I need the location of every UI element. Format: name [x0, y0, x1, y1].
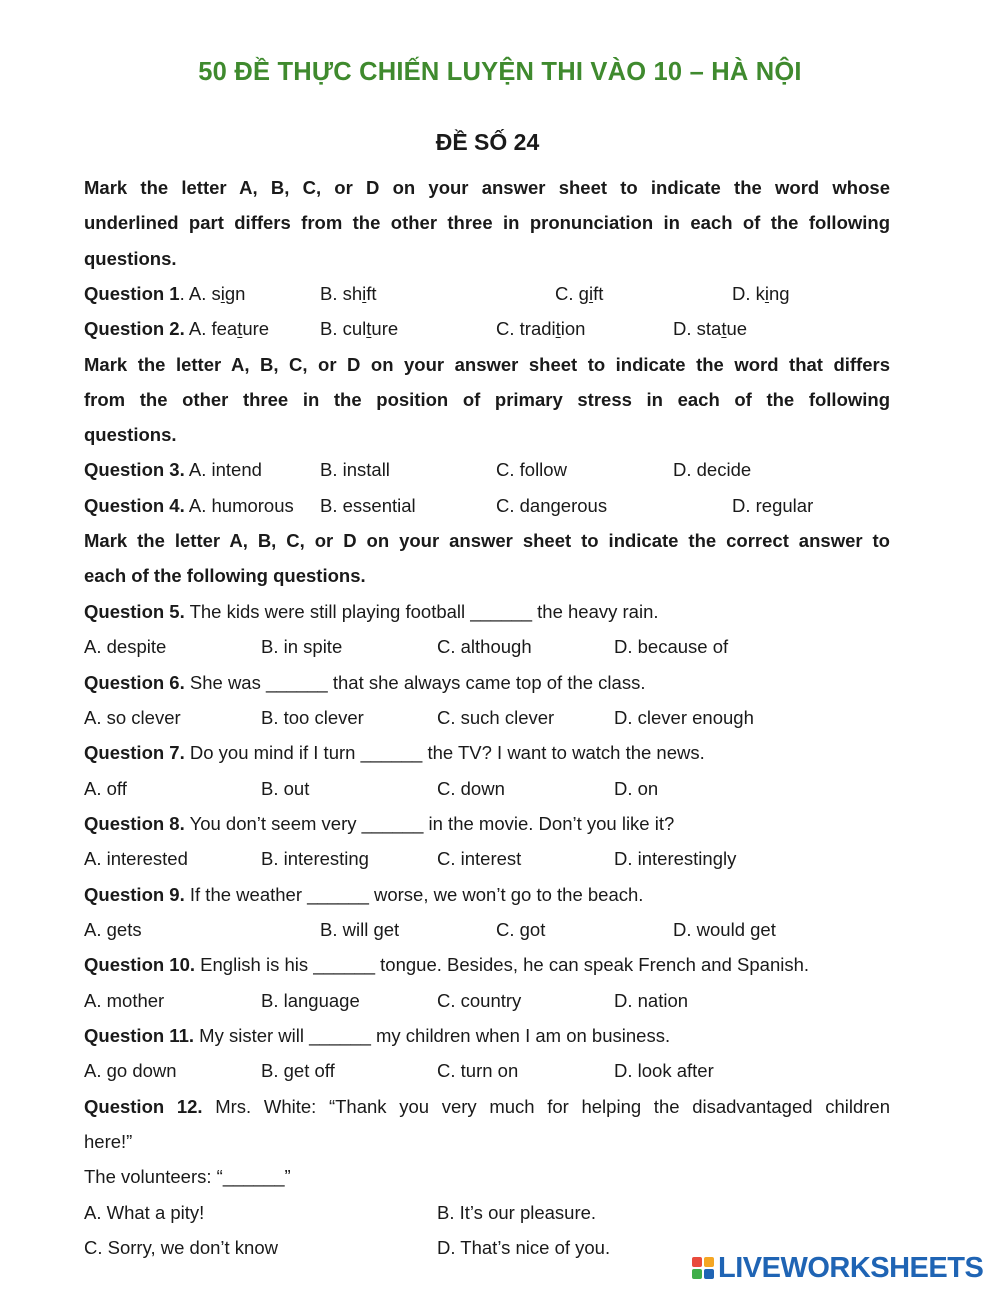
option-a[interactable]: A. despite	[84, 636, 167, 657]
option-d[interactable]: D. interestingly	[614, 848, 737, 869]
option-b[interactable]: B. interesting	[261, 848, 369, 869]
option-b[interactable]: B. in spite	[261, 636, 343, 657]
option-c[interactable]: C. although	[437, 636, 532, 657]
question-label: Question 8.	[84, 813, 185, 834]
question-11-stem	[84, 1018, 890, 1053]
question-text: If the weather ______ worse, we won’t go to the beach.	[189, 884, 644, 905]
option-c[interactable]: C. such clever	[437, 707, 555, 728]
question-text: Do you mind if I turn ______ the TV? I want to watch the news.	[189, 742, 705, 763]
option-d[interactable]: D. That’s nice of you.	[437, 1237, 611, 1258]
option-c[interactable]: C. interest	[437, 848, 522, 869]
instruction-pronunciation-line-2: underlined part differs from the other three in pronunciation in each of the following	[84, 212, 890, 233]
option-c[interactable]: C. gift	[555, 283, 604, 304]
option-c[interactable]: C. Sorry, we don’t know	[84, 1237, 278, 1258]
question-11-options	[84, 1053, 890, 1088]
option-d[interactable]: D. king	[732, 283, 790, 304]
option-b[interactable]: B. It’s our pleasure.	[437, 1202, 597, 1223]
question-6-options	[84, 700, 890, 735]
option-a[interactable]: A. What a pity!	[84, 1202, 205, 1223]
option-a[interactable]: A. off	[84, 778, 127, 799]
option-a[interactable]: A. go down	[84, 1060, 177, 1081]
option-a[interactable]: A. mother	[84, 990, 165, 1011]
option-d[interactable]: D. because of	[614, 636, 729, 657]
question-label: Question 9.	[84, 884, 185, 905]
question-label: Question 7.	[84, 742, 185, 763]
option-d[interactable]: D. would get	[673, 919, 776, 940]
question-text: My sister will ______ my children when I am on business.	[199, 1025, 671, 1046]
option-b[interactable]: B. will get	[320, 919, 400, 940]
question-12-stem-line-2: here!”	[84, 1131, 133, 1152]
instruction-pronunciation-line-3: questions.	[84, 248, 177, 269]
question-7-stem	[84, 735, 890, 770]
instruction-stress-line-2: from the other three in the position of primary stress in each of the following	[84, 389, 890, 410]
option-b[interactable]: B. install	[320, 459, 390, 480]
question-5-options	[84, 629, 890, 664]
option-c[interactable]: C. turn on	[437, 1060, 519, 1081]
question-12-response: The volunteers: “______”	[84, 1166, 291, 1187]
question-label: Question 5.	[84, 601, 185, 622]
liveworksheets-logo	[692, 1254, 992, 1284]
option-b[interactable]: B. too clever	[261, 707, 364, 728]
question-label: Question 12.	[84, 1096, 203, 1117]
option-a[interactable]: A. so clever	[84, 707, 181, 728]
question-9-stem	[84, 877, 890, 912]
option-d[interactable]: D. regular	[732, 495, 814, 516]
question-9-options	[84, 912, 890, 947]
question-10-stem	[84, 947, 890, 982]
question-3	[84, 452, 890, 487]
option-d[interactable]: D. on	[614, 778, 659, 799]
logo-text: LIVEWORKSHEETS	[718, 1252, 984, 1284]
question-2: Question 2. A. feature B. culture C. tradition D. statue	[84, 311, 890, 346]
logo-grid-icon	[692, 1257, 714, 1279]
option-b[interactable]: B. get off	[261, 1060, 335, 1081]
option-b[interactable]: B. shift	[320, 283, 377, 304]
option-a[interactable]: A. intend	[188, 459, 262, 480]
instruction-correct-line-2: each of the following questions.	[84, 565, 366, 586]
instruction-stress-line-3: questions.	[84, 424, 177, 445]
option-d[interactable]: D. nation	[614, 990, 689, 1011]
question-label: Question 3.	[84, 459, 185, 480]
question-12-stem-line-1	[84, 1089, 890, 1124]
question-text: You don’t seem very ______ in the movie. Don’t you like it?	[189, 813, 675, 834]
option-c[interactable]: C. dangerous	[496, 495, 608, 516]
question-text: She was ______ that she always came top of the class.	[189, 672, 646, 693]
underlined-sound: i	[220, 283, 225, 304]
question-10-options	[84, 983, 890, 1018]
instruction-stress-line-1: Mark the letter A, B, C, or D on your answer sheet to indicate the word that differs	[84, 354, 890, 375]
option-c[interactable]: C. got	[496, 919, 546, 940]
question-6-stem	[84, 665, 890, 700]
question-7-options	[84, 771, 890, 806]
option-d[interactable]: D. statue	[673, 318, 748, 339]
question-label: Question 4.	[84, 495, 185, 516]
option-d[interactable]: D. clever enough	[614, 707, 754, 728]
option-c[interactable]: C. country	[437, 990, 522, 1011]
question-text: The kids were still playing football ______ the heavy rain.	[189, 601, 659, 622]
option-c[interactable]: C. down	[437, 778, 505, 799]
exam-number: ĐỀ SỐ 24	[435, 129, 540, 155]
question-label: Question 10.	[84, 954, 196, 975]
question-8-stem	[84, 806, 890, 841]
question-12-options-row-1	[84, 1195, 890, 1230]
option-b[interactable]: B. language	[261, 990, 360, 1011]
instruction-correct-line-1: Mark the letter A, B, C, or D on your answer sheet to indicate the correct answer to	[84, 530, 890, 551]
option-d[interactable]: D. look after	[614, 1060, 714, 1081]
question-label: Question 1	[84, 283, 180, 304]
underlined-sound: t	[237, 318, 243, 339]
option-a[interactable]: A. gets	[84, 919, 142, 940]
question-1: Question 1. A. sign B. shift C. gift D. king	[84, 276, 890, 311]
instruction-pronunciation-line-1: Mark the letter A, B, C, or D on your answer sheet to indicate the word whose	[84, 177, 890, 198]
option-a[interactable]: A. humorous	[188, 495, 294, 516]
option-c[interactable]: C. follow	[496, 459, 567, 480]
question-8-options	[84, 841, 890, 876]
question-4	[84, 488, 890, 523]
question-text: Mrs. White: “Thank you very much for helping the disadvantaged children	[215, 1096, 890, 1117]
option-b[interactable]: B. out	[261, 778, 310, 799]
question-label: Question 11.	[84, 1025, 195, 1046]
question-label: Question 6.	[84, 672, 185, 693]
option-d[interactable]: D. decide	[673, 459, 752, 480]
option-c[interactable]: C. tradition	[496, 318, 586, 339]
option-b[interactable]: B. culture	[320, 318, 399, 339]
option-a[interactable]: A. interested	[84, 848, 188, 869]
option-b[interactable]: B. essential	[320, 495, 416, 516]
question-5-stem	[84, 594, 890, 629]
question-text: English is his ______ tongue. Besides, he can speak French and Spanish.	[200, 954, 810, 975]
question-label: Question 2.	[84, 318, 185, 339]
document-title: 50 ĐỀ THỰC CHIẾN LUYỆN THI VÀO 10 – HÀ NỘI	[198, 58, 802, 86]
